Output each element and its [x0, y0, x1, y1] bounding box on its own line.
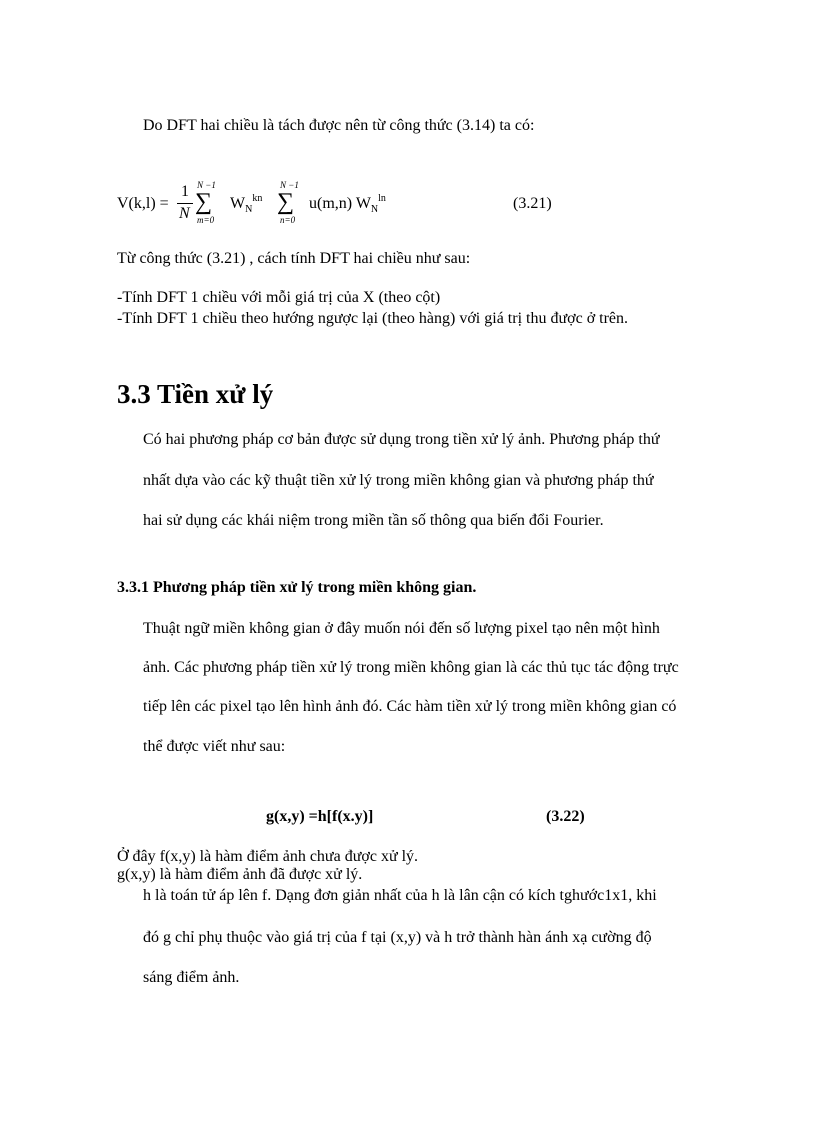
final-paragraph-line: sáng điểm ảnh.	[143, 969, 240, 986]
eq321-sum1-upper: N −1	[197, 180, 216, 190]
eq321-w1	[230, 195, 262, 213]
eq322-formula: g(x,y) =h[f(x.y)]	[266, 808, 374, 825]
final-paragraph-line: h là toán tử áp lên f. Dạng đơn giản nhất của h là lân cận có kích tghước1x1, khi	[143, 887, 657, 904]
eq321-sum2-sigma: ∑	[277, 189, 295, 215]
eq321-term-text: u(m,n) W	[309, 195, 371, 212]
section-paragraph-line: nhất dựa vào các kỹ thuật tiền xử lý trong miền không gian và phương pháp thứ	[143, 472, 654, 489]
step-item: -Tính DFT 1 chiều với mỗi giá trị của X (theo cột)	[117, 289, 441, 306]
eq321-w1-sup: kn	[252, 193, 263, 204]
eq322-number: (3.22)	[546, 808, 585, 825]
eq321-sum1-lower: m=0	[197, 215, 215, 225]
intro-text: Do DFT hai chiều là tách được nên từ công thức (3.14) ta có:	[143, 117, 535, 134]
eq321-w1-sub: N	[245, 204, 253, 215]
eq321-fraction-bar	[177, 203, 193, 204]
eq321-number: (3.21)	[513, 195, 552, 212]
subsection-paragraph-line: tiếp lên các pixel tạo lên hình ảnh đó. Các hàm tiền xử lý trong miền không gian có	[143, 698, 677, 715]
eq321-term	[309, 195, 386, 213]
subsection-title: 3.3.1 Phương pháp tiền xử lý trong miền không gian.	[117, 579, 477, 596]
eq321-numerator: 1	[181, 183, 189, 200]
eq321-sum1-sigma: ∑	[195, 189, 213, 215]
subsection-paragraph-line: Thuật ngữ miền không gian ở đây muốn nói đến số lượng pixel tạo nên một hình	[143, 620, 660, 637]
definition-line: g(x,y) là hàm điểm ảnh đã được xử lý.	[117, 866, 363, 883]
final-paragraph-line: đó g chỉ phụ thuộc vào giá trị của f tại (x,y) và h trở thành hàn ánh xạ cường độ	[143, 929, 652, 946]
section-paragraph-line: hai sử dụng các khái niệm trong miền tần số thông qua biến đổi Fourier.	[143, 512, 604, 529]
definition-line: Ở đây f(x,y) là hàm điểm ảnh chưa được xử lý.	[117, 848, 419, 865]
after-equation-text: Từ công thức (3.21) , cách tính DFT hai chiều như sau:	[117, 250, 471, 267]
eq321-sum2-lower: n=0	[280, 215, 296, 225]
eq321-denominator: N	[179, 205, 190, 222]
eq321-sum2-upper: N −1	[280, 180, 299, 190]
eq321-w2-sub: N	[370, 204, 379, 215]
section-paragraph-line: Có hai phương pháp cơ bản được sử dụng trong tiền xử lý ảnh. Phương pháp thứ	[143, 431, 660, 448]
step-item: -Tính DFT 1 chiều theo hướng ngược lại (theo hàng) với giá trị thu được ở trên.	[117, 310, 629, 327]
subsection-paragraph-line: ảnh. Các phương pháp tiền xử lý trong miền không gian là các thủ tục tác động trực	[143, 659, 679, 676]
eq321-lhs: V(k,l) =	[117, 195, 169, 212]
section-title: 3.3 Tiền xử lý	[117, 379, 274, 409]
eq321-w2-sup: ln	[378, 193, 386, 204]
subsection-paragraph-line: thể được viết như sau:	[143, 738, 286, 755]
eq321-w1-base: W	[230, 195, 246, 212]
